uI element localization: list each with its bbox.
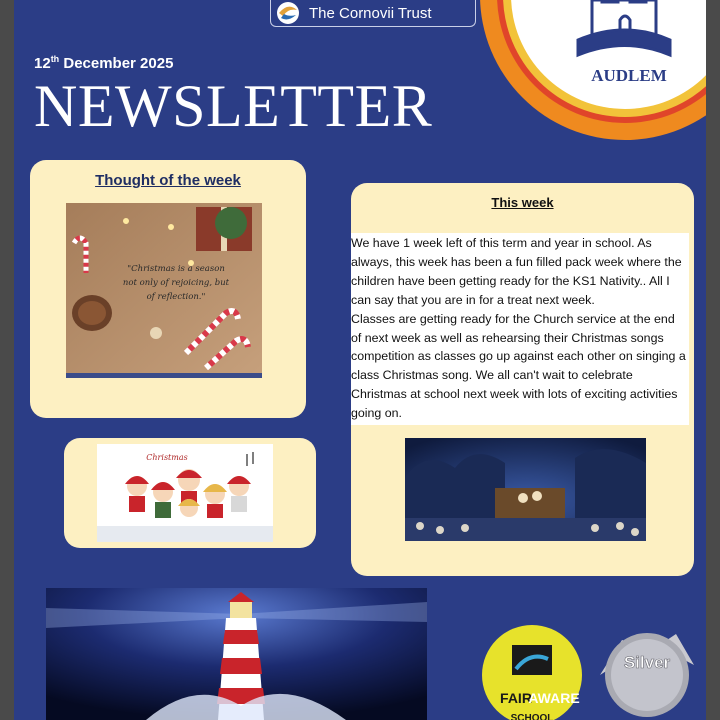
carol-caption: Christmas [146,453,188,462]
fairaware-badge [480,625,590,720]
lighthouse-image [46,588,427,720]
carol-card [64,438,316,548]
date-rest: December 2025 [59,55,174,72]
page-title: NEWSLETTER [34,73,433,139]
mushroom-icon [150,327,162,339]
christmas-quote-image [66,203,262,378]
school-crest [480,0,706,140]
school-text: SCHOOL [510,713,554,720]
trust-logo-icon [273,0,303,26]
trust-name: The Cornovii Trust [309,4,432,22]
quote-line-2: not only of rejoicing, but [122,278,230,288]
this-week-heading: This week [491,195,554,210]
nativity-image [405,438,646,541]
date-suffix: th [50,54,60,64]
quote-line-1: "Christmas is a season [127,264,225,274]
trust-banner [270,0,476,27]
carol-singers-image [97,444,273,542]
thought-heading: Thought of the week [95,172,241,189]
thought-card [30,160,306,418]
aware-text: AWARE [528,690,580,706]
silver-label: Silver [623,653,671,672]
this-week-card [351,183,694,576]
lighthouse-light-icon [230,602,252,618]
this-week-paragraph-1: We have 1 week left of this term and year in school. As always, this week has been a fun filled pack week where the children have been getting ready for the KS1 Nativity.. All I can say that you are in for a treat next week. [351,236,682,307]
date-day: 12 [34,55,51,72]
quote-line-3: of reflection." [146,292,206,302]
newsletter-page [14,0,706,720]
fair-text: FAIR [500,690,532,706]
school-name: AUDLEM [591,66,667,85]
this-week-paragraph-2: Classes are getting ready for the Church service at the end of next week as well as rehearsing their Christmas songs competition as classes go up against each other on singing a class Christmas song. We all can't wait to celebrate Christmas at school next week with lots of exciting activities going on. [351,311,686,421]
newsletter-date [34,54,173,72]
this-week-text [351,233,689,425]
stable-icon [495,488,565,518]
eco-schools-silver-badge [592,620,702,720]
